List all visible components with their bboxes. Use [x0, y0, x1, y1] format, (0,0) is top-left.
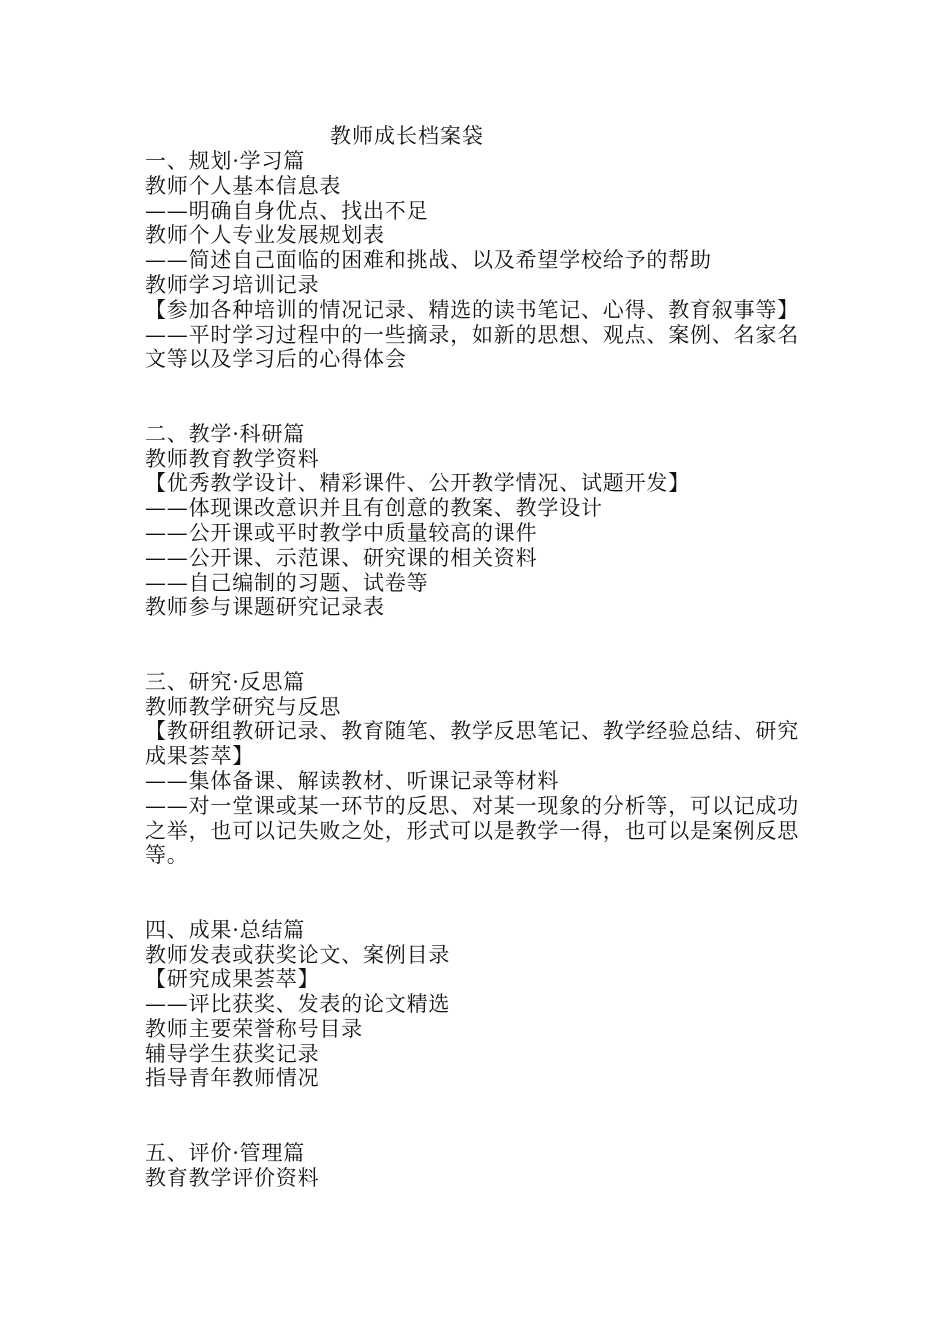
section-planning-learning — [145, 149, 810, 372]
list-item: ——平时学习过程中的一些摘录，如新的思想、观点、案例、名家名文等以及学习后的心得体会 — [145, 322, 799, 372]
section-heading: 五、评价·管理篇 — [145, 1140, 306, 1165]
list-item: 教师学习培训记录 — [145, 272, 320, 297]
section-achievement-summary — [145, 918, 810, 1092]
list-item: 【参加各种培训的情况记录、精选的读书笔记、心得、教育叙事等】 — [145, 297, 799, 322]
list-item: 【教研组教研记录、教育随笔、教学反思笔记、教学经验总结、研究成果荟萃】 — [145, 719, 799, 769]
section-evaluation-management — [145, 1141, 810, 1191]
list-item: ——体现课改意识并且有创意的教案、教学设计 — [145, 496, 603, 521]
list-item: 指导青年教师情况 — [145, 1066, 320, 1091]
list-item: ——对一堂课或某一环节的反思、对某一现象的分析等，可以记成功之举，也可以记失败之处，形式可以是教学一得，也可以是案例反思等。 — [145, 793, 799, 868]
section-heading: 四、成果·总结篇 — [145, 917, 306, 942]
list-item: 辅导学生获奖记录 — [145, 1041, 320, 1066]
section-spacer — [145, 620, 810, 670]
list-item: ——公开课、示范课、研究课的相关资料 — [145, 545, 538, 570]
section-heading: 二、教学·科研篇 — [145, 421, 306, 446]
list-item: ——评比获奖、发表的论文精选 — [145, 992, 451, 1017]
list-item: ——自己编制的习题、试卷等 — [145, 570, 429, 595]
list-item: 教师个人基本信息表 — [145, 173, 342, 198]
list-item: 教师教学研究与反思 — [145, 694, 342, 719]
document-body — [145, 149, 810, 1190]
list-item: ——明确自身优点、找出不足 — [145, 198, 429, 223]
list-item: ——简述自己面临的困难和挑战、以及希望学校给予的帮助 — [145, 248, 712, 273]
section-research-reflection — [145, 670, 810, 868]
section-heading: 三、研究·反思篇 — [145, 669, 306, 694]
section-spacer — [145, 372, 810, 422]
list-item: 【研究成果荟萃】 — [145, 967, 320, 992]
section-heading: 一、规划·学习篇 — [145, 149, 306, 173]
list-item: 教师个人专业发展规划表 — [145, 223, 385, 248]
list-item: 【优秀教学设计、精彩课件、公开教学情况、试题开发】 — [145, 471, 690, 496]
list-item: 教育教学评价资料 — [145, 1165, 320, 1190]
list-item: 教师主要荣誉称号目录 — [145, 1016, 363, 1041]
section-teaching-research — [145, 422, 810, 620]
section-spacer — [145, 1091, 810, 1141]
list-item: ——集体备课、解读教材、听课记录等材料 — [145, 768, 560, 793]
list-item: 教师发表或获奖论文、案例目录 — [145, 942, 451, 967]
list-item: ——公开课或平时教学中质量较高的课件 — [145, 520, 538, 545]
document-title: 教师成长档案袋 — [330, 124, 484, 148]
section-spacer — [145, 868, 810, 918]
list-item: 教师参与课题研究记录表 — [145, 595, 385, 620]
list-item: 教师教育教学资料 — [145, 446, 320, 471]
